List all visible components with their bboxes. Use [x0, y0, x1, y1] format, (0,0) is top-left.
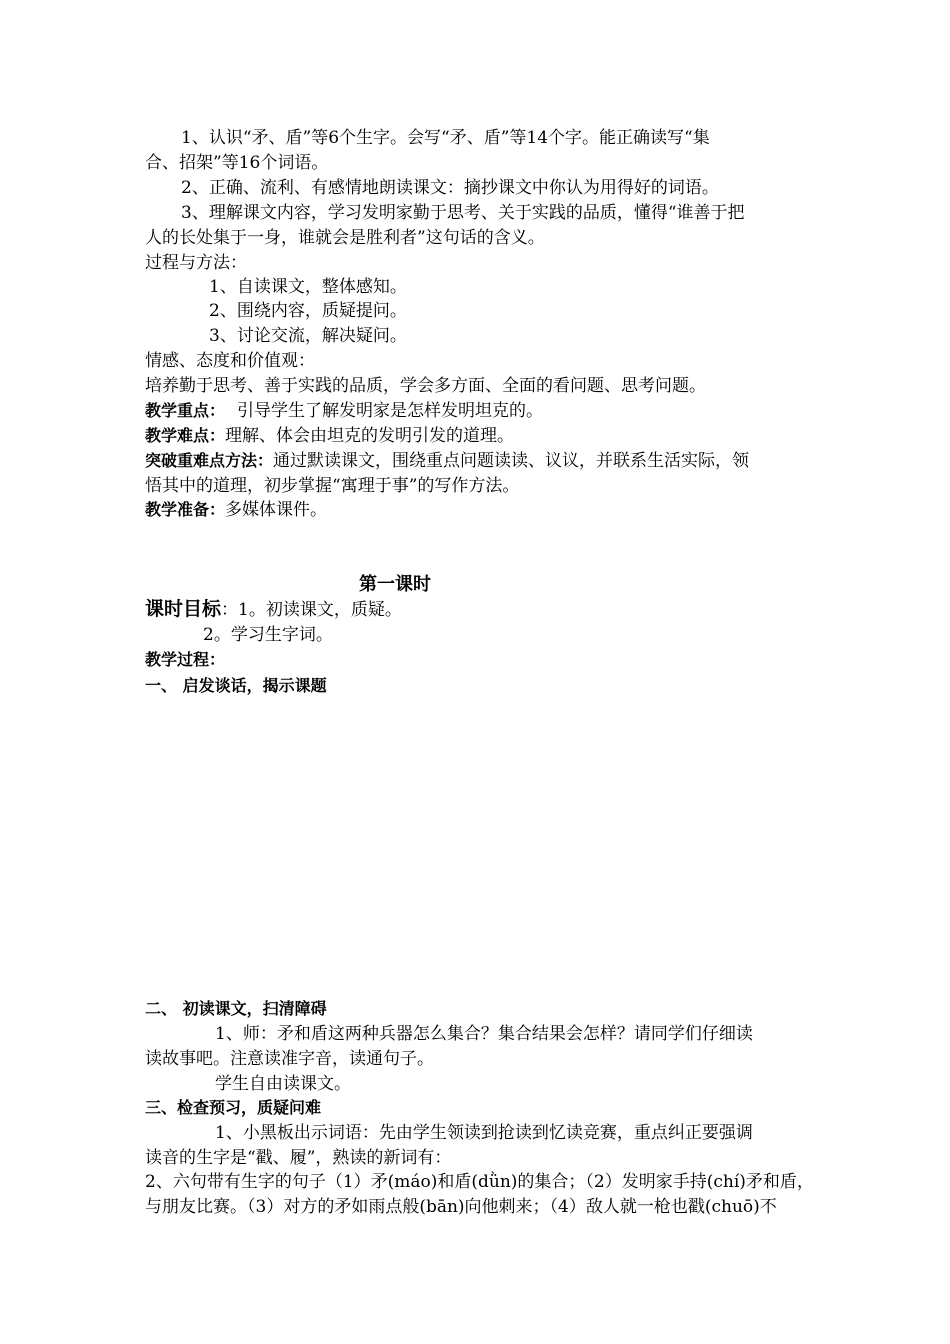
process-item-3: 3、讨论交流，解决疑问。 [209, 326, 407, 346]
goal-line-3: 3、理解课文内容，学习发明家勤于思考、关于实践的品质，懂得“谁善于把 [181, 203, 745, 223]
lesson-goal [145, 597, 402, 622]
key-point [145, 399, 543, 423]
lesson-process-label: 教学过程： [145, 650, 226, 669]
lesson-goal-1: ：1。初读课文，质疑。 [221, 600, 402, 620]
difficulty-label: 教学难点： [145, 426, 226, 445]
step-2-p1a: 1、师：矛和盾这两种兵器怎么集合？集合结果会怎样？请同学们仔细读 [215, 1024, 753, 1044]
difficulty [145, 424, 514, 448]
step-3-p2a: 2、六句带有生字的句子（1）矛(máo)和盾(dǜn)的集合；（2）发明家手持(chí)矛和盾， [145, 1172, 814, 1192]
goal-line-3-cont: 人的长处集于一身，谁就会是胜利者”这句话的含义。 [145, 228, 545, 248]
prep [145, 498, 327, 522]
process-item-1: 1、自读课文，整体感知。 [209, 277, 407, 297]
step-3-p1a: 1、小黑板出示词语：先由学生领读到抢读到忆读竞赛，重点纠正要强调 [215, 1123, 753, 1143]
step-3-p2b: 与朋友比赛。（3）对方的矛如雨点般(bān)向他刺来；（4）敌人就一枪也戳(chuō)不 [145, 1197, 777, 1217]
step-3-p1b: 读音的生字是“戳、履”，熟读的新词有： [145, 1148, 452, 1168]
process-heading: 过程与方法： [145, 253, 247, 273]
method [145, 449, 749, 473]
goal-line-2: 2、正确、流利、有感情地朗读课文：摘抄课文中你认为用得好的词语。 [181, 178, 719, 198]
prep-label: 教学准备： [145, 500, 226, 519]
method-text-1: 通过默读课文，围绕重点问题读读、议议，并联系生活实际，领 [273, 451, 750, 471]
goal-line-1-cont: 合、招架”等16个词语。 [145, 153, 329, 173]
lesson-title: 第一课时 [359, 574, 431, 595]
step-3-heading: 三、检查预习，质疑问难 [145, 1098, 322, 1117]
step-2-heading: 二、 初读课文，扫清障碍 [145, 999, 327, 1018]
emotion-text: 培养勤于思考、善于实践的品质，学会多方面、全面的看问题、思考问题。 [145, 376, 706, 396]
method-label: 突破重难点方法： [145, 451, 274, 470]
process-item-2: 2、围绕内容，质疑提问。 [209, 301, 407, 321]
lesson-goal-label: 课时目标 [145, 598, 222, 620]
difficulty-text: 理解、体会由坦克的发明引发的道理。 [225, 426, 515, 446]
step-1-heading: 一、 启发谈话，揭示课题 [145, 676, 327, 695]
lesson-goal-2: 2。学习生字词。 [203, 625, 333, 645]
step-2-p2: 学生自由读课文。 [215, 1074, 351, 1094]
key-point-label: 教学重点： [145, 401, 226, 420]
method-text-2: 悟其中的道理，初步掌握“寓理于事”的写作方法。 [145, 476, 520, 496]
goal-line-1: 1、认识“矛、盾”等6个生字。会写“矛、盾”等14个字。能正确读写“集 [181, 128, 710, 148]
emotion-heading: 情感、态度和价值观： [145, 351, 315, 371]
step-2-p1b: 读故事吧。注意读准字音，读通句子。 [145, 1049, 434, 1069]
prep-text: 多媒体课件。 [225, 500, 328, 520]
key-point-text: 引导学生了解发明家是怎样发明坦克的。 [237, 401, 544, 421]
